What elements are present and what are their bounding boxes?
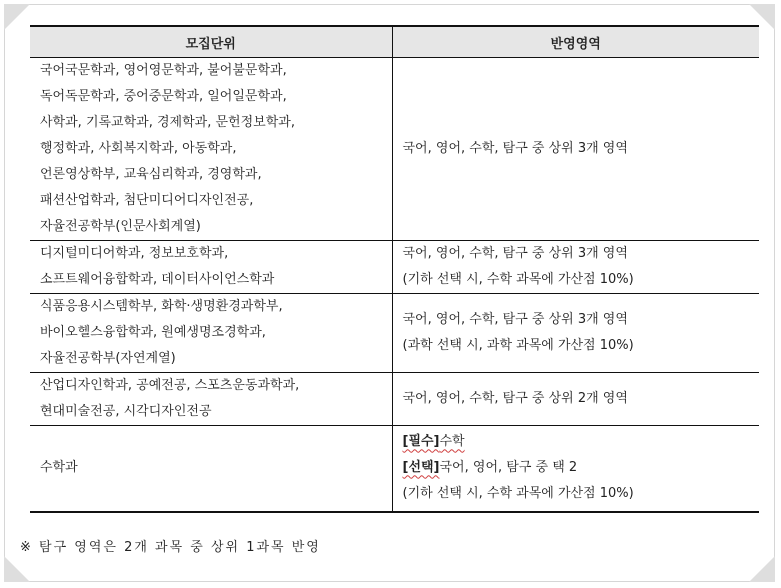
reflection-line — [403, 429, 760, 455]
unit-line: 행정학과, 사회복지학과, 아동학과, — [40, 141, 237, 156]
reflection-cell — [392, 241, 759, 294]
unit-line: 언론영상학부, 교육심리학과, 경영학과, — [40, 167, 262, 182]
footnote: ※ 탐구 영역은 2개 과목 중 상위 1과목 반영 — [20, 540, 321, 555]
unit-line: 식품응용시스템학부, 화학·생명환경과학부, — [40, 299, 283, 314]
optional-subjects: 국어, 영어, 탐구 중 택 2 — [439, 460, 578, 476]
reflection-cell — [392, 294, 759, 373]
reflection-cell — [392, 373, 759, 426]
unit-line: 독어독문학과, 중어중문학과, 일어일문학과, — [40, 89, 287, 104]
reflection-line: 국어, 영어, 수학, 탐구 중 상위 3개 영역 — [402, 141, 628, 156]
header-units: 모집단위 — [30, 26, 392, 58]
units-cell — [30, 426, 392, 512]
optional-tag: [선택] — [402, 460, 440, 476]
reflection-line: (기하 선택 시, 수학 과목에 가산점 10%) — [402, 272, 634, 287]
unit-line: 산업디자인학과, 공예전공, 스포츠운동과학과, — [40, 378, 300, 393]
units-cell — [30, 373, 392, 426]
table-row — [30, 294, 759, 373]
reflection-line: 국어, 영어, 수학, 탐구 중 상위 2개 영역 — [402, 391, 628, 406]
header-reflection: 반영영역 — [392, 26, 759, 58]
corner-fold-top-left — [4, 4, 30, 30]
reflection-cell — [392, 426, 759, 512]
unit-line: 디지털미디어학과, 정보보호학과, — [40, 246, 229, 261]
units-cell — [30, 294, 392, 373]
reflection-line — [403, 455, 760, 481]
table-row — [30, 373, 759, 426]
reflection-line: (과학 선택 시, 과학 과목에 가산점 10%) — [402, 338, 634, 353]
unit-line: 사학과, 기록교학과, 경제학과, 문헌정보학과, — [40, 115, 295, 130]
table-row — [30, 426, 759, 512]
unit-line: 소프트웨어융합학과, 데이터사이언스학과 — [40, 272, 275, 287]
table-row — [30, 58, 759, 241]
reflection-line: 국어, 영어, 수학, 탐구 중 상위 3개 영역 — [402, 312, 628, 327]
reflection-line: (기하 선택 시, 수학 과목에 가산점 10%) — [402, 486, 634, 502]
admission-table — [30, 25, 759, 513]
unit-line: 자율전공학부(자연계열) — [40, 351, 176, 366]
unit-line: 바이오헬스융합학과, 원예생명조경학과, — [40, 325, 266, 340]
unit-line: 국어국문학과, 영어영문학과, 불어불문학과, — [40, 63, 287, 78]
corner-fold-bottom-right — [749, 556, 775, 582]
corner-fold-bottom-left — [4, 556, 30, 582]
unit-line: 현대미술전공, 시각디자인전공 — [40, 404, 212, 419]
required-tag: [필수] — [402, 434, 440, 450]
unit-line: 자율전공학부(인문사회계열) — [40, 219, 201, 234]
reflection-line: 국어, 영어, 수학, 탐구 중 상위 3개 영역 — [402, 246, 628, 261]
units-cell — [30, 58, 392, 241]
reflection-cell — [392, 58, 759, 241]
unit-line: 패션산업학과, 첨단미디어디자인전공, — [40, 193, 254, 208]
required-subject: 수학 — [439, 434, 465, 450]
units-cell — [30, 241, 392, 294]
table-row — [30, 241, 759, 294]
unit-line: 수학과 — [40, 460, 78, 476]
header-row — [30, 26, 759, 58]
